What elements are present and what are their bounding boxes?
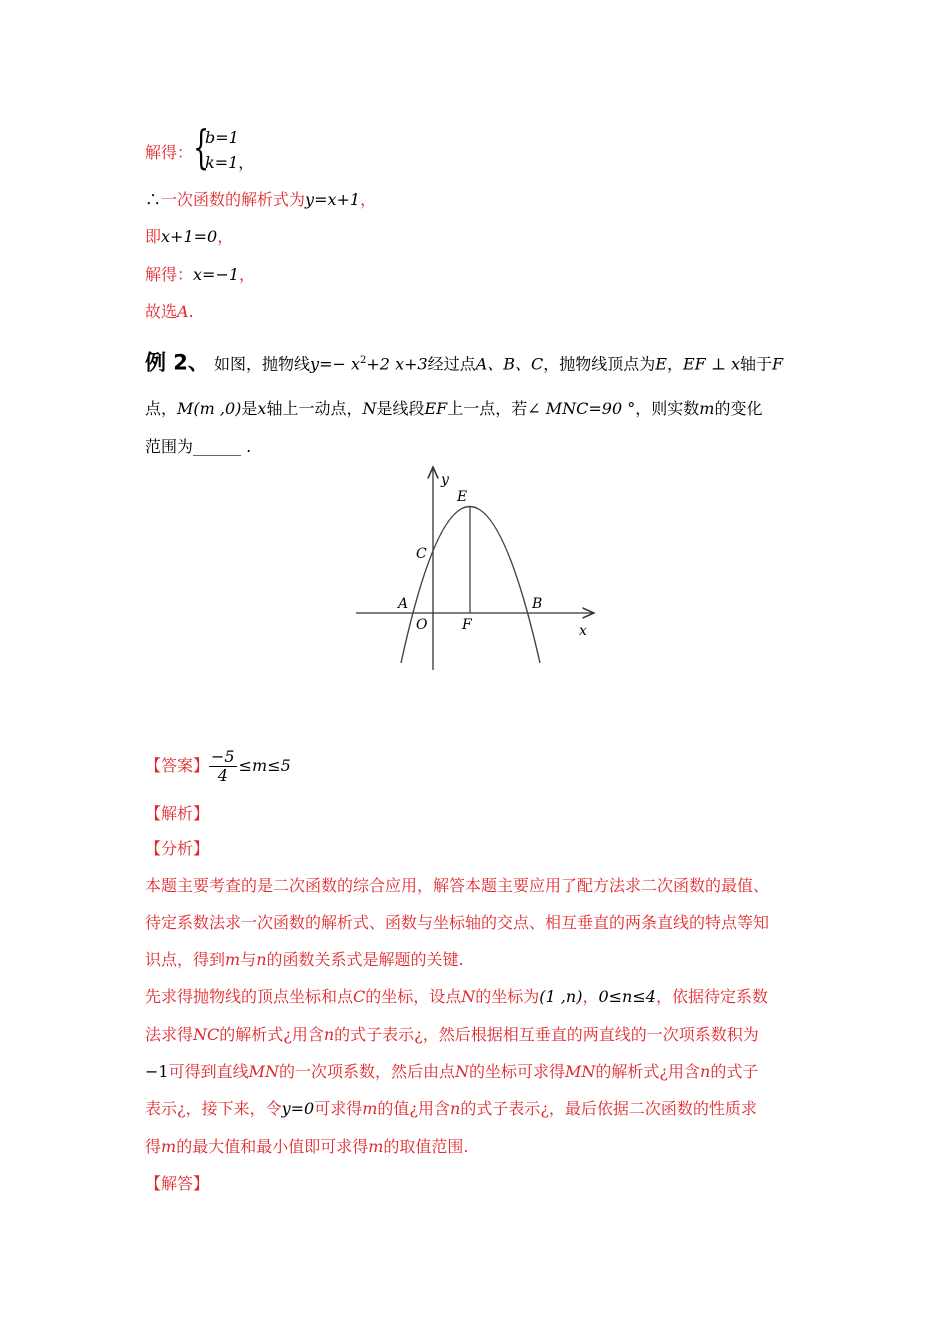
- ex-text: 点，: [145, 399, 178, 418]
- tag-fenxi: 【分析】: [145, 839, 210, 858]
- ex-text: 上一点，若: [447, 399, 528, 418]
- answer-line: [145, 746, 291, 786]
- ex-text: 的变化: [714, 399, 763, 418]
- an-text: 的取值范围.: [383, 1137, 469, 1156]
- line5-prefix: 故选: [145, 302, 178, 321]
- an-text: 可求得: [314, 1099, 363, 1118]
- fraction-numerator: −5: [211, 747, 235, 766]
- an-math: N: [461, 987, 476, 1006]
- an-text: 的解析式¿用含: [219, 1025, 324, 1044]
- ex-text: ，则实数: [635, 399, 700, 418]
- an-math: N: [455, 1062, 470, 1081]
- an-text: 的式子表示¿，最后依据二次函数的性质求: [460, 1099, 757, 1118]
- an-text: 与: [240, 950, 257, 969]
- example-line-1: [145, 348, 783, 377]
- answer-tag: 【答案】: [145, 756, 210, 775]
- an-math: m: [225, 950, 241, 969]
- line5-math: A: [177, 302, 189, 321]
- label-c: C: [416, 546, 427, 562]
- an-text: 的值¿用含: [377, 1099, 450, 1118]
- analysis-p4: [145, 986, 768, 1008]
- an-text: ，: [582, 987, 599, 1006]
- analysis-p1: 本题主要考查的是二次函数的综合应用，解答本题主要应用了配方法求二次函数的最值、: [145, 876, 770, 895]
- label-x: x: [579, 623, 587, 639]
- an-math: n: [700, 1062, 711, 1081]
- an-text: 表示¿，接下来，令: [145, 1099, 282, 1118]
- an-math: n: [256, 950, 267, 969]
- ex-text: 如图，抛物线: [214, 354, 311, 374]
- ex-math: M(m ,0): [177, 399, 242, 418]
- an-math: −1: [145, 1062, 169, 1081]
- answer-rest: ≤m≤5: [238, 756, 291, 775]
- ex-math: m: [699, 399, 715, 418]
- an-math: NC: [193, 1025, 220, 1044]
- an-text: 得: [145, 1137, 162, 1156]
- an-text: 先求得抛物线的顶点坐标和点: [145, 987, 354, 1006]
- an-text: 的式子: [710, 1062, 759, 1081]
- line-solve-x: [145, 264, 255, 286]
- ex-math: ∠ MNC=90 °: [527, 399, 636, 418]
- an-text: 的最大值和最小值即可求得: [176, 1137, 369, 1156]
- ex-text: 轴上一动点，: [266, 399, 363, 418]
- an-text: 的函数关系式是解题的关键.: [266, 950, 464, 969]
- an-math: MN: [248, 1062, 279, 1081]
- line-therefore: [145, 189, 376, 211]
- ex-math: A、B、C: [475, 354, 544, 374]
- example-line-2: [145, 398, 762, 420]
- label-o: O: [416, 617, 428, 633]
- line2-math: y=x+1: [305, 190, 361, 209]
- an-math: m: [161, 1137, 177, 1156]
- an-text: 法求得: [145, 1025, 194, 1044]
- an-math: 0≤n≤4: [598, 987, 656, 1006]
- ex-text: ，抛物线顶点为: [543, 354, 656, 374]
- an-math: m: [368, 1137, 384, 1156]
- an-math: m: [362, 1099, 378, 1118]
- label-y: y: [441, 472, 449, 488]
- analysis-p8: [145, 1136, 468, 1158]
- ex-math: y=− x: [310, 354, 361, 374]
- parabola-figure: [352, 462, 602, 676]
- ex-text: 轴于: [740, 354, 773, 374]
- analysis-p6: [145, 1061, 758, 1083]
- analysis-p2: 待定系数法求一次函数的解析式、函数与坐标轴的交点、相互垂直的两条直线的特点等知: [145, 913, 770, 932]
- analysis-p7: [145, 1098, 757, 1120]
- analysis-p5: [145, 1024, 759, 1046]
- system-eq1: b=1: [205, 128, 239, 147]
- tag-jiexi: 【解析】: [145, 804, 210, 823]
- ex-text: ，: [666, 354, 683, 374]
- example-label: 例 2、: [145, 350, 209, 375]
- fraction-denominator: 4: [217, 766, 228, 785]
- ex-sup: 2: [360, 355, 367, 366]
- brace: {: [193, 120, 210, 174]
- an-text: ，依据待定系数: [655, 987, 768, 1006]
- line2-text: 一次函数的解析式为: [161, 190, 306, 209]
- system-eq2-row: [205, 150, 254, 173]
- an-math: C: [353, 987, 366, 1006]
- line5-end: .: [188, 302, 194, 321]
- example-line-3: 范围为______ .: [145, 437, 252, 456]
- ex-text: 是线段: [376, 399, 425, 418]
- line3-prefix: 即: [145, 227, 162, 246]
- solve-label: 解得：: [145, 143, 194, 162]
- an-text: 识点，得到: [145, 950, 226, 969]
- ex-math: E: [655, 354, 667, 374]
- an-text: 可得到直线: [168, 1062, 249, 1081]
- an-math: MN: [565, 1062, 596, 1081]
- ex-text: 是: [241, 399, 258, 418]
- ex-math: F: [772, 354, 784, 374]
- analysis-p3: [145, 949, 464, 971]
- therefore-symbol: ∴: [145, 190, 162, 209]
- ex-math: EF ⊥ x: [682, 354, 740, 374]
- tag-jieda: 【解答】: [145, 1174, 210, 1193]
- an-math: n: [450, 1099, 461, 1118]
- answer-fraction: [209, 748, 237, 785]
- label-f: F: [462, 617, 472, 633]
- line4-math: x=−1: [193, 265, 240, 284]
- an-math: y=0: [281, 1099, 315, 1118]
- an-text: 的坐标为: [475, 987, 540, 1006]
- an-text: 的一次项系数，然后由点: [279, 1062, 456, 1081]
- label-a: A: [398, 596, 409, 612]
- line3-end: ，: [217, 227, 234, 246]
- an-text: 的解析式¿用含: [595, 1062, 701, 1081]
- line-choose: [145, 301, 194, 323]
- line-ji: [145, 226, 233, 248]
- line2-end: ，: [360, 190, 377, 209]
- system-trail: ，: [238, 153, 255, 172]
- an-text: 的坐标可求得: [469, 1062, 566, 1081]
- an-text: 的坐标，设点: [365, 987, 462, 1006]
- an-math: (1 ,n): [539, 987, 583, 1006]
- an-math: n: [323, 1025, 335, 1044]
- line4-end: ，: [239, 265, 256, 284]
- line4-prefix: 解得：: [145, 265, 194, 284]
- ex-math: +2 x+3: [366, 354, 428, 374]
- an-text: 的式子表示¿，然后根据相互垂直的两直线的一次项系数积为: [334, 1025, 759, 1044]
- system-eq2: k=1: [205, 153, 239, 172]
- ex-text: 经过点: [427, 354, 476, 374]
- ex-math: x: [257, 399, 267, 418]
- label-e: E: [457, 489, 468, 505]
- line3-math: x+1=0: [161, 227, 218, 246]
- ex-math: N: [362, 399, 377, 418]
- ex-math: EF: [424, 399, 448, 418]
- label-b: B: [532, 596, 543, 612]
